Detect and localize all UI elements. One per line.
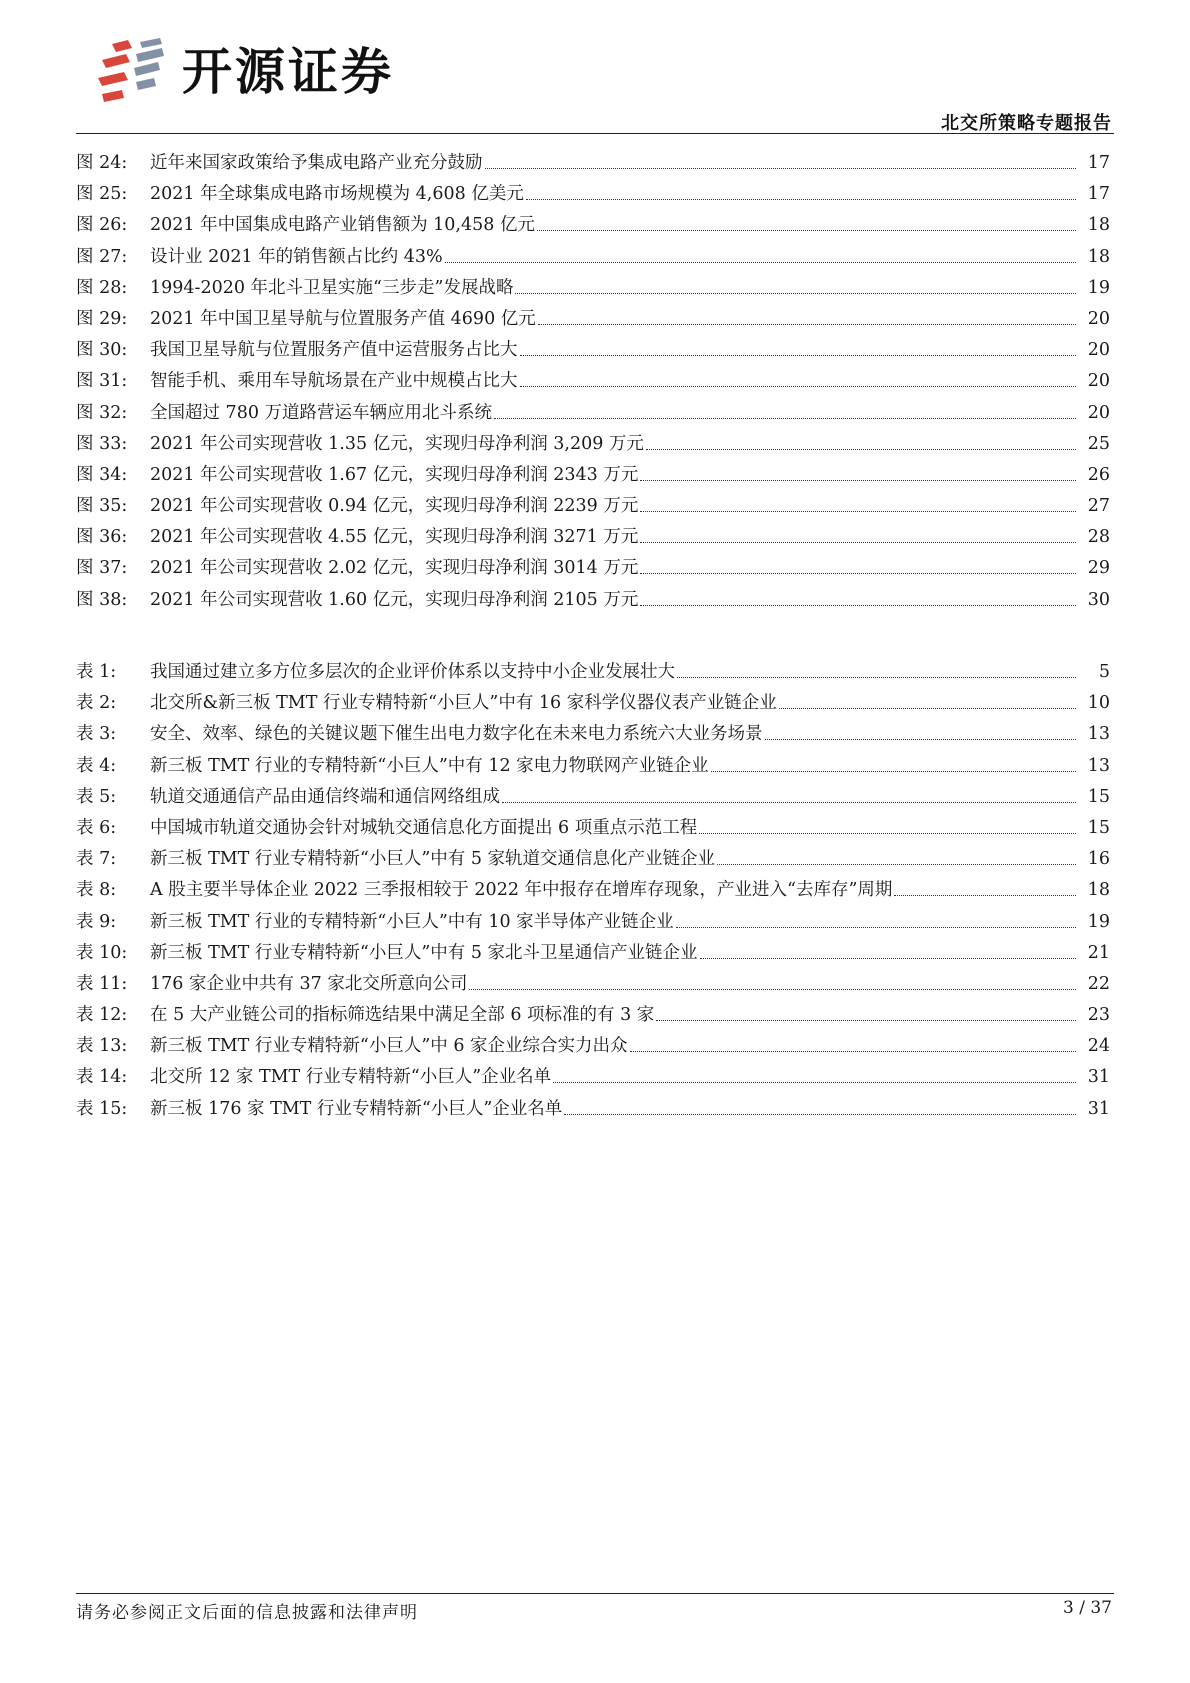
entry-title-text: 轨道交通通信产品由通信终端和通信网络组成	[150, 786, 500, 807]
dot-leader	[515, 273, 1076, 294]
table-entry[interactable]	[76, 813, 1110, 844]
entry-title-text: A 股主要半导体企业 2022 三季报相较于 2022 年中报存在增库存现象，产业进入“去库存”周期	[150, 880, 893, 901]
table-entry[interactable]	[76, 657, 1110, 688]
entry-page-number: 15	[1087, 817, 1110, 838]
figure-entry[interactable]	[76, 335, 1110, 366]
entry-page-number: 20	[1087, 371, 1110, 392]
entry-title	[150, 366, 1076, 397]
entry-title-text: 设计业 2021 年的销售额占比约 43%	[150, 246, 443, 267]
entry-label: 表 4:	[76, 755, 117, 776]
entry-label: 图 25:	[76, 184, 128, 205]
entry-label: 表 14:	[76, 1067, 128, 1088]
entry-title-text: 2021 年中国卫星导航与位置服务产值 4690 亿元	[150, 308, 536, 329]
table-entry[interactable]	[76, 782, 1110, 813]
entry-title-text: 新三板 176 家 TMT 行业专精特新“小巨人”企业名单	[150, 1098, 563, 1119]
entry-page-number: 22	[1087, 973, 1110, 994]
entry-title	[150, 907, 1076, 938]
entry-page-number: 19	[1087, 277, 1110, 298]
entry-title	[150, 179, 1076, 210]
table-entry[interactable]	[76, 1000, 1110, 1031]
dot-leader	[537, 210, 1076, 231]
entry-page-number: 20	[1087, 308, 1110, 329]
footer-divider	[76, 1593, 1114, 1594]
entry-label: 图 27:	[76, 246, 128, 267]
entry-label: 图 32:	[76, 402, 128, 423]
figure-index	[76, 148, 1110, 616]
entry-page-number: 10	[1087, 693, 1110, 714]
entry-page-number: 5	[1098, 662, 1110, 682]
entry-title-text: 2021 年公司实现营收 2.02 亿元，实现归母净利润 3014 万元	[150, 558, 639, 579]
entry-page-number: 17	[1087, 184, 1110, 205]
entry-title	[150, 1094, 1076, 1125]
entry-page-number: 18	[1087, 246, 1110, 267]
figure-entry[interactable]	[76, 148, 1110, 179]
dot-leader	[640, 585, 1076, 606]
entry-title	[150, 751, 1076, 782]
logo-mark-red	[98, 40, 132, 102]
dot-leader	[640, 491, 1076, 512]
figure-entry[interactable]	[76, 491, 1110, 522]
entry-title	[150, 210, 1076, 241]
table-index	[76, 657, 1110, 1125]
entry-page-number: 30	[1087, 589, 1110, 610]
entry-label: 图 33:	[76, 433, 128, 454]
table-entry[interactable]	[76, 1094, 1110, 1125]
entry-label: 图 24:	[76, 153, 128, 173]
dot-leader	[469, 969, 1076, 990]
dot-leader	[779, 688, 1076, 709]
entry-title-text: 北交所&新三板 TMT 行业专精特新“小巨人”中有 16 家科学仪器仪表产业链企业	[150, 693, 777, 714]
entry-title	[150, 1031, 1076, 1062]
entry-title-text: 2021 年全球集成电路市场规模为 4,608 亿美元	[150, 184, 524, 205]
entry-title	[150, 585, 1076, 616]
dot-leader	[640, 522, 1076, 543]
table-entry[interactable]	[76, 719, 1110, 750]
logo-mark-gray	[134, 38, 164, 90]
dot-leader	[700, 938, 1076, 959]
entry-label: 图 38:	[76, 589, 128, 610]
footer-page-number: 3 / 37	[1063, 1598, 1112, 1618]
figure-entry[interactable]	[76, 179, 1110, 210]
dot-leader	[502, 782, 1076, 803]
entry-title	[150, 148, 1076, 179]
dot-leader	[520, 335, 1077, 356]
entry-title	[150, 844, 1076, 875]
entry-label: 表 15:	[76, 1098, 128, 1119]
entry-title-text: 安全、效率、绿色的关键议题下催生出电力数字化在未来电力系统六大业务场景	[150, 724, 763, 745]
entry-title-text: 新三板 TMT 行业专精特新“小巨人”中有 5 家北斗卫星通信产业链企业	[150, 942, 698, 963]
dot-leader	[646, 429, 1076, 450]
dot-leader	[765, 719, 1077, 740]
entry-title	[150, 429, 1076, 460]
dot-leader	[717, 844, 1076, 865]
entry-label: 表 10:	[76, 942, 128, 963]
entry-title	[150, 460, 1076, 491]
figure-entry[interactable]	[76, 522, 1110, 553]
entry-label: 图 30:	[76, 340, 128, 361]
entry-page-number: 18	[1087, 880, 1110, 901]
entry-label: 图 31:	[76, 371, 128, 392]
entry-label: 表 2:	[76, 693, 117, 714]
table-entry[interactable]	[76, 938, 1110, 969]
entry-page-number: 24	[1087, 1036, 1110, 1057]
figure-entry[interactable]	[76, 553, 1110, 584]
entry-label: 表 9:	[76, 911, 117, 932]
figure-entry[interactable]	[76, 210, 1110, 241]
figure-entry[interactable]	[76, 460, 1110, 491]
entry-title	[150, 1062, 1076, 1093]
entry-title-text: 新三板 TMT 行业的专精特新“小巨人”中有 10 家半导体产业链企业	[150, 911, 674, 932]
brand-logo-icon	[96, 36, 176, 108]
entry-page-number: 13	[1087, 755, 1110, 776]
entry-page-number: 31	[1087, 1067, 1110, 1088]
entry-label: 表 13:	[76, 1036, 128, 1057]
entry-title-text: 在 5 大产业链公司的指标筛选结果中满足全部 6 项标准的有 3 家	[150, 1005, 655, 1026]
entry-title-text: 2021 年公司实现营收 1.60 亿元，实现归母净利润 2105 万元	[150, 589, 639, 610]
dot-leader	[640, 460, 1076, 481]
dot-leader	[656, 1000, 1076, 1021]
entry-page-number: 29	[1087, 558, 1110, 579]
entry-title	[150, 938, 1076, 969]
dot-leader	[677, 657, 1076, 678]
entry-page-number: 20	[1087, 340, 1110, 361]
entry-label: 表 7:	[76, 849, 117, 870]
entry-title	[150, 657, 1076, 688]
entry-page-number: 26	[1087, 464, 1110, 485]
entry-page-number: 28	[1087, 527, 1110, 548]
entry-title	[150, 782, 1076, 813]
entry-title	[150, 813, 1076, 844]
table-entry[interactable]	[76, 907, 1110, 938]
entry-title	[150, 491, 1076, 522]
dot-leader	[445, 242, 1076, 263]
entry-label: 表 11:	[76, 973, 128, 994]
dot-leader	[553, 1062, 1076, 1083]
entry-title-text: 新三板 TMT 行业的专精特新“小巨人”中有 12 家电力物联网产业链企业	[150, 755, 709, 776]
entry-title	[150, 273, 1076, 304]
entry-title-text: 2021 年公司实现营收 0.94 亿元，实现归母净利润 2239 万元	[150, 496, 639, 517]
entry-label: 图 29:	[76, 308, 128, 329]
dot-leader	[538, 304, 1076, 325]
entry-page-number: 16	[1087, 849, 1110, 870]
entry-title-text: 2021 年公司实现营收 4.55 亿元，实现归母净利润 3271 万元	[150, 527, 639, 548]
entry-label: 图 34:	[76, 464, 128, 485]
entry-page-number: 18	[1087, 215, 1110, 236]
table-entry[interactable]	[76, 875, 1110, 906]
dot-leader	[894, 875, 1076, 896]
dot-leader	[494, 398, 1076, 419]
footer-disclaimer: 请务必参阅正文后面的信息披露和法律声明	[76, 1603, 418, 1623]
dot-leader	[676, 907, 1076, 928]
header-divider	[76, 133, 1114, 134]
entry-title-text: 中国城市轨道交通协会针对城轨交通信息化方面提出 6 项重点示范工程	[150, 817, 698, 838]
table-entry[interactable]	[76, 1031, 1110, 1062]
dot-leader	[640, 553, 1076, 574]
dot-leader	[630, 1031, 1076, 1052]
table-entry[interactable]	[76, 1062, 1110, 1093]
entry-label: 图 26:	[76, 215, 128, 236]
entry-page-number: 13	[1087, 724, 1110, 745]
figure-entry[interactable]	[76, 366, 1110, 397]
entry-title	[150, 875, 1076, 906]
entry-title-text: 新三板 TMT 行业专精特新“小巨人”中 6 家企业综合实力出众	[150, 1036, 628, 1057]
entry-label: 图 28:	[76, 277, 128, 298]
entry-page-number: 21	[1087, 942, 1110, 963]
entry-title	[150, 398, 1076, 429]
entry-label: 图 37:	[76, 558, 128, 579]
entry-label: 表 3:	[76, 724, 117, 745]
entry-title-text: 我国卫星导航与位置服务产值中运营服务占比大	[150, 340, 518, 361]
table-entry[interactable]	[76, 688, 1110, 719]
entry-label: 表 8:	[76, 880, 117, 901]
entry-label: 图 35:	[76, 496, 128, 517]
entry-title	[150, 553, 1076, 584]
entry-label: 表 6:	[76, 817, 117, 838]
entry-title-text: 176 家企业中共有 37 家北交所意向公司	[150, 973, 468, 994]
entry-label: 表 1:	[76, 662, 117, 682]
figure-entry[interactable]	[76, 585, 1110, 616]
entry-title-text: 2021 年公司实现营收 1.35 亿元，实现归母净利润 3,209 万元	[150, 433, 644, 454]
entry-title-text: 2021 年中国集成电路产业销售额为 10,458 亿元	[150, 215, 535, 236]
entry-title	[150, 242, 1076, 273]
entry-label: 表 5:	[76, 786, 117, 807]
entry-title-text: 全国超过 780 万道路营运车辆应用北斗系统	[150, 402, 493, 423]
figure-entry[interactable]	[76, 242, 1110, 273]
entry-title	[150, 1000, 1076, 1031]
table-entry[interactable]	[76, 969, 1110, 1000]
table-entry[interactable]	[76, 844, 1110, 875]
entry-title	[150, 719, 1076, 750]
entry-title-text: 2021 年公司实现营收 1.67 亿元，实现归母净利润 2343 万元	[150, 464, 639, 485]
entry-title-text: 智能手机、乘用车导航场景在产业中规模占比大	[150, 371, 518, 392]
dot-leader	[526, 179, 1076, 200]
figure-entry[interactable]	[76, 398, 1110, 429]
dot-leader	[699, 813, 1076, 834]
dot-leader	[711, 751, 1076, 772]
entry-title-text: 北交所 12 家 TMT 行业专精特新“小巨人”企业名单	[150, 1067, 552, 1088]
entry-title	[150, 688, 1076, 719]
dot-leader	[485, 148, 1077, 169]
entry-title	[150, 522, 1076, 553]
entry-title-text: 新三板 TMT 行业专精特新“小巨人”中有 5 家轨道交通信息化产业链企业	[150, 849, 716, 870]
entry-page-number: 27	[1087, 496, 1110, 517]
entry-page-number: 25	[1087, 433, 1110, 454]
entry-title	[150, 335, 1076, 366]
entry-title	[150, 969, 1076, 1000]
entry-page-number: 19	[1087, 911, 1110, 932]
entry-page-number: 17	[1087, 153, 1110, 173]
figure-entry[interactable]	[76, 273, 1110, 304]
report-type-title: 北交所策略专题报告	[941, 113, 1112, 134]
entry-page-number: 23	[1087, 1005, 1110, 1026]
dot-leader	[564, 1094, 1076, 1115]
entry-page-number: 31	[1087, 1098, 1110, 1119]
brand-name: 开源证券	[182, 43, 394, 101]
entry-title-text: 近年来国家政策给予集成电路产业充分鼓励	[150, 153, 483, 173]
dot-leader	[520, 366, 1077, 387]
entry-page-number: 20	[1087, 402, 1110, 423]
figure-entry[interactable]	[76, 304, 1110, 335]
figure-entry[interactable]	[76, 429, 1110, 460]
entry-label: 表 12:	[76, 1005, 128, 1026]
entry-title-text: 我国通过建立多方位多层次的企业评价体系以支持中小企业发展壮大	[150, 662, 675, 682]
entry-title	[150, 304, 1076, 335]
brand-logo	[96, 36, 394, 108]
entry-label: 图 36:	[76, 527, 128, 548]
table-entry[interactable]	[76, 751, 1110, 782]
entry-page-number: 15	[1087, 786, 1110, 807]
entry-title-text: 1994-2020 年北斗卫星实施“三步走”发展战略	[150, 277, 514, 298]
